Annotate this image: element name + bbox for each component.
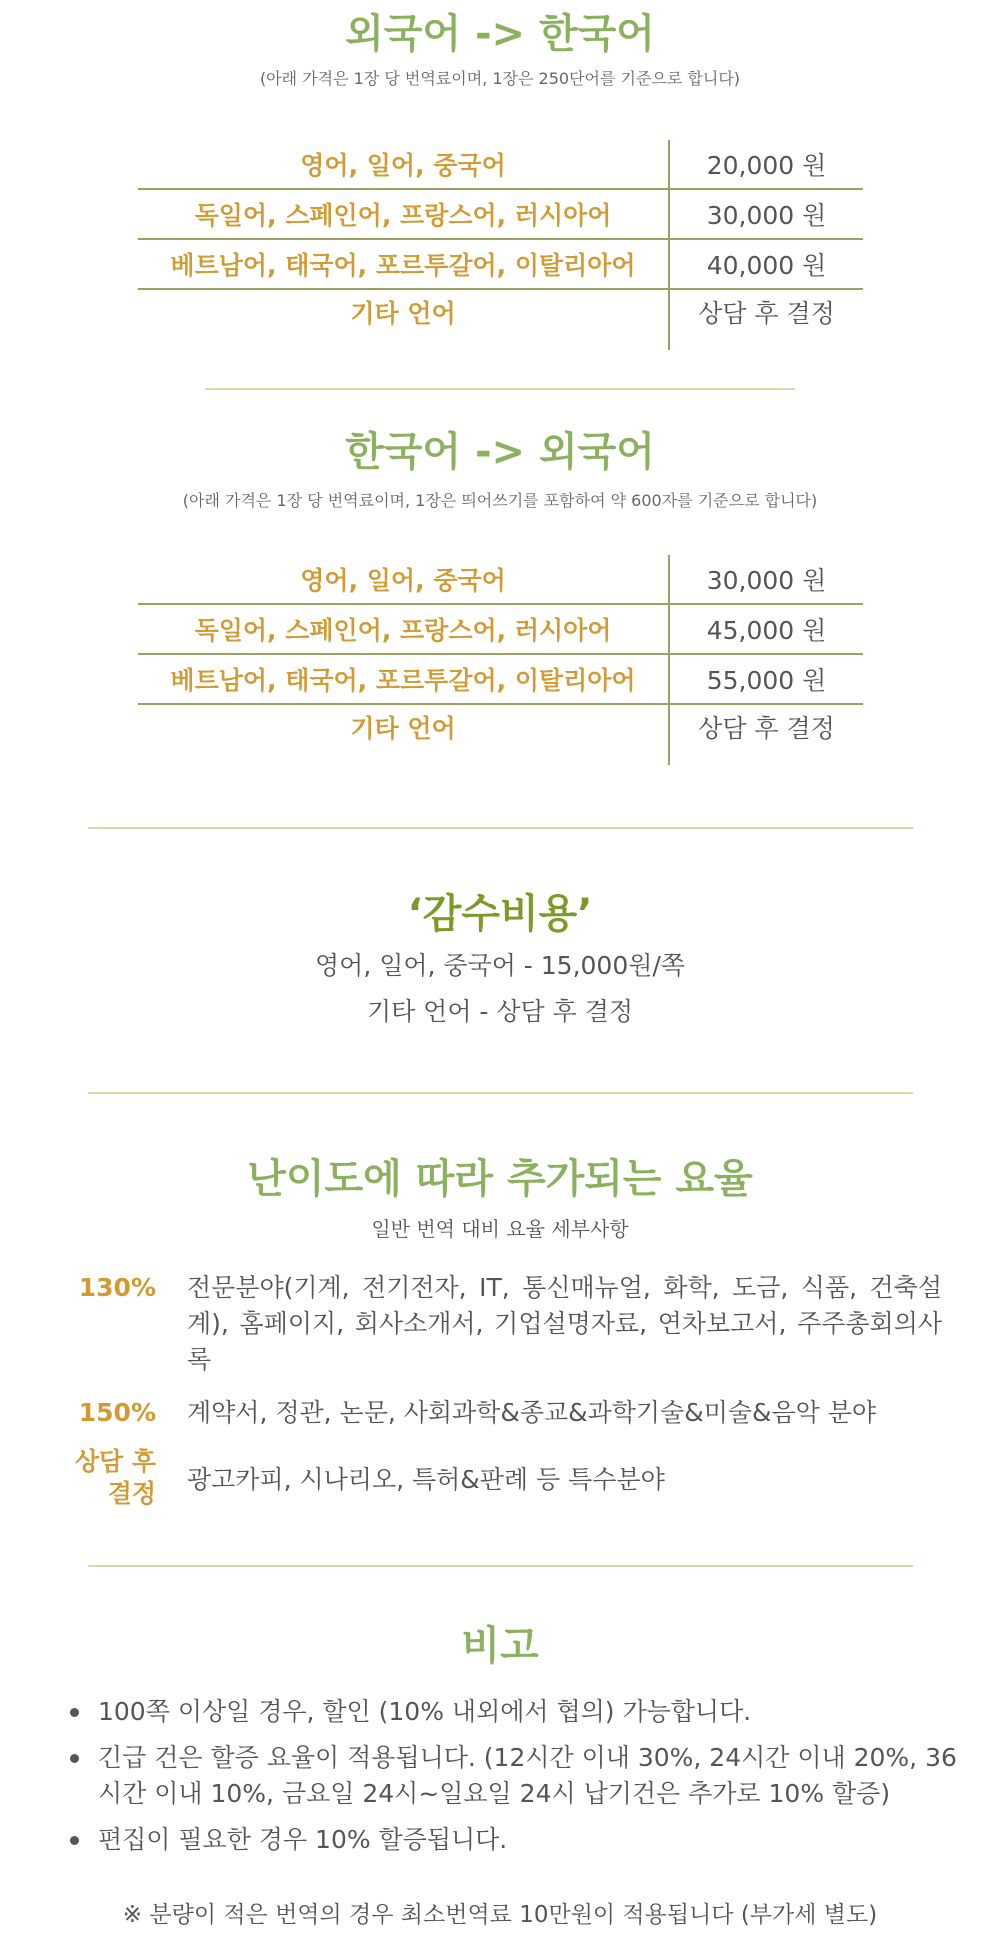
divider [88,1092,913,1094]
table-row [138,289,863,350]
price-table-korean-to-foreign [138,555,863,765]
table-row [138,140,863,189]
remark-text: 긴급 건은 할증 요율이 적용됩니다. (12시간 이내 30%, 24시간 이내 20%, 36시간 이내 10%, 금요일 24시~일요일 24시 납기건은 추가로 10% 할증) [98,1743,957,1808]
language-group: 영어, 일어, 중국어 [138,140,669,189]
price-value: 상담 후 결정 [698,299,835,328]
price-table-foreign-to-korean [138,140,863,350]
price-value: 45,000 원 [669,604,863,654]
table-row [138,555,863,604]
rate-label: 130% [78,1273,156,1302]
review-cost-title: ‘감수비용’ [407,891,593,937]
rate-description: 광고카피, 시나리오, 특허&판례 등 특수분야 [187,1465,665,1494]
list-item [68,1822,968,1858]
rate-description: 전문분야(기계, 전기전자, IT, 통신매뉴얼, 화학, 도금, 식품, 건축설계), 홈페이지, 회사소개서, 기업설명자료, 연차보고서, 주주총회의사록 [187,1273,942,1374]
table-row [138,239,863,289]
rate-label: 상담 후 결정 [74,1447,156,1508]
difficulty-row [60,1397,940,1437]
section-subtitle-foreign-to-korean: (아래 가격은 1장 당 번역료이며, 1장은 250단어를 기준으로 합니다) [259,69,741,88]
difficulty-row [60,1446,940,1516]
table-row [138,654,863,704]
price-value: 40,000 원 [669,239,863,289]
review-cost-line: 기타 언어 - 상담 후 결정 [366,997,634,1026]
language-group: 기타 언어 [138,704,669,765]
section-subtitle-korean-to-foreign: (아래 가격은 1장 당 번역료이며, 1장은 띄어쓰기를 포함하여 약 600자를 기준으로 합니다) [182,491,818,510]
section-title-foreign-to-korean: 외국어 -> 한국어 [345,11,655,57]
difficulty-title: 난이도에 따라 추가되는 요율 [247,1156,753,1202]
remarks-list [68,1694,968,1858]
price-value: 20,000 원 [669,140,863,189]
review-cost-line: 영어, 일어, 중국어 - 15,000원/쪽 [315,951,685,980]
price-value: 55,000 원 [669,654,863,704]
language-group: 기타 언어 [138,289,669,350]
table-row [138,704,863,765]
section-title-korean-to-foreign: 한국어 -> 외국어 [345,429,655,475]
remarks-title: 비고 [461,1623,539,1669]
language-group: 영어, 일어, 중국어 [138,555,669,604]
bullet-icon [70,1708,79,1717]
language-group: 독일어, 스페인어, 프랑스어, 러시아어 [138,189,669,239]
remark-text: 편집이 필요한 경우 10% 할증됩니다. [98,1825,508,1854]
list-item [68,1694,968,1730]
remark-text: 100쪽 이상일 경우, 할인 (10% 내외에서 협의) 가능합니다. [98,1697,752,1726]
difficulty-row [60,1268,940,1378]
rate-label: 150% [78,1398,156,1427]
bullet-icon [70,1754,79,1763]
table-row [138,604,863,654]
rate-description: 계약서, 정관, 논문, 사회과학&종교&과학기술&미술&음악 분야 [187,1398,877,1427]
divider [88,827,913,829]
table-row [138,189,863,239]
language-group: 베트남어, 태국어, 포르투갈어, 이탈리아어 [138,654,669,704]
minimum-fee-note: ※ 분량이 적은 번역의 경우 최소번역료 10만원이 적용됩니다 (부가세 별도) [122,1902,878,1928]
divider [88,1565,913,1567]
divider [205,388,795,390]
price-value: 30,000 원 [669,555,863,604]
price-value: 30,000 원 [669,189,863,239]
price-value: 상담 후 결정 [698,714,835,743]
list-item [68,1740,968,1812]
language-group: 베트남어, 태국어, 포르투갈어, 이탈리아어 [138,239,669,289]
bullet-icon [70,1836,79,1845]
language-group: 독일어, 스페인어, 프랑스어, 러시아어 [138,604,669,654]
difficulty-subtitle: 일반 번역 대비 요율 세부사항 [371,1217,629,1241]
